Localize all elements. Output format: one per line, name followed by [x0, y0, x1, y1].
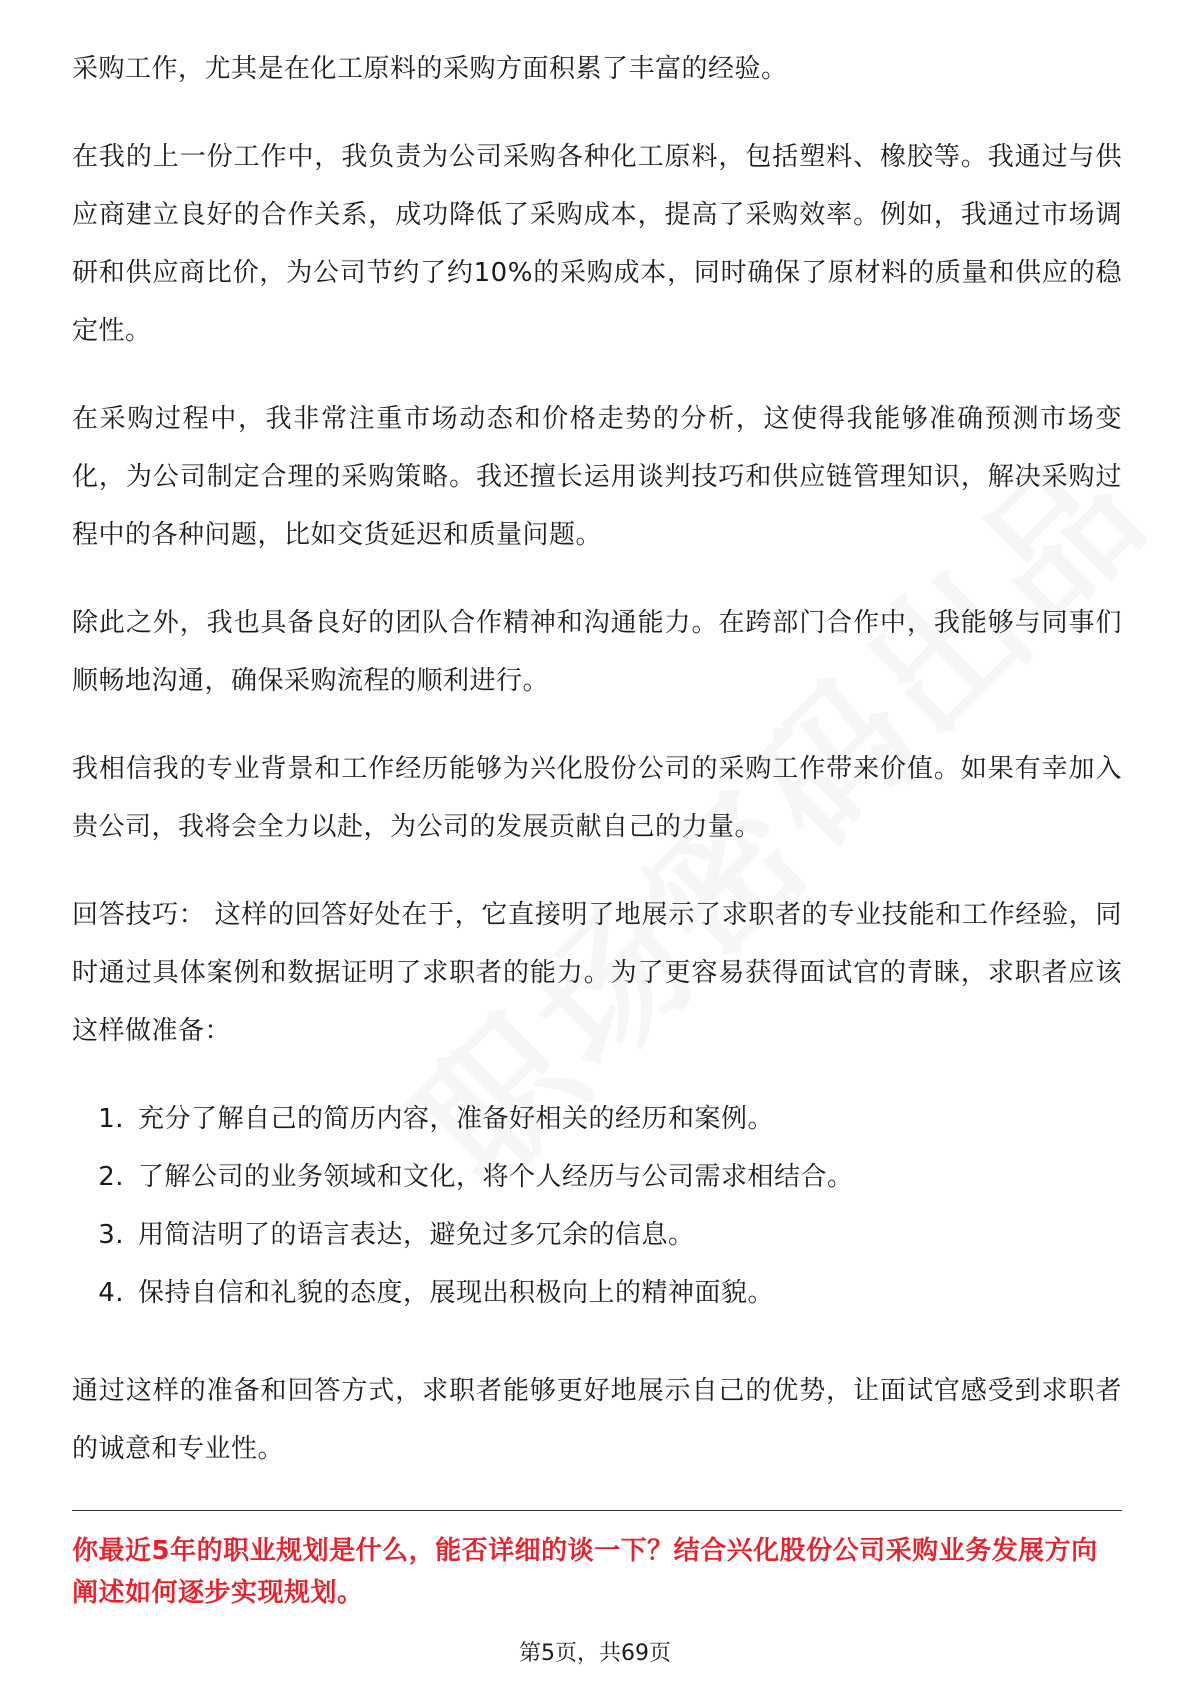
document-body: [72, 40, 1122, 1508]
page-number: 第5页，共69页: [519, 1641, 671, 1666]
list-item-text: 用简洁明了的语言表达，避免过多冗余的信息。: [138, 1220, 695, 1250]
paragraph-previous-job: 在我的上一份工作中，我负责为公司采购各种化工原料，包括塑料、橡胶等。我通过与供应商建立良好的合作关系，成功降低了采购成本，提高了采购效率。例如，我通过市场调研和供应商比价，为公司节约了约10%的采购成本，同时确保了原材料的质量和供应的稳定性。: [72, 142, 1122, 346]
list-item: [72, 1148, 1122, 1206]
list-item-text: 保持自信和礼貌的态度，展现出积极向上的精神面貌。: [138, 1278, 775, 1308]
section-divider: [72, 1510, 1122, 1511]
paragraph-intro: 采购工作，尤其是在化工原料的采购方面积累了丰富的经验。: [72, 54, 788, 84]
list-item-number: 2.: [98, 1162, 124, 1192]
list-item-number: 4.: [98, 1278, 124, 1308]
paragraph-answer-tips: 回答技巧： 这样的回答好处在于，它直接明了地展示了求职者的专业技能和工作经验，同时通过具体案例和数据证明了求职者的能力。为了更容易获得面试官的青睐，求职者应该这样做准备：: [72, 900, 1122, 1046]
paragraph-closing: 通过这样的准备和回答方式，求职者能够更好地展示自己的优势，让面试官感受到求职者的诚意和专业性。: [72, 1376, 1122, 1464]
next-question-heading: 你最近5年的职业规划是什么，能否详细的谈一下？结合兴化股份公司采购业务发展方向阐述如何逐步实现规划。: [72, 1536, 1098, 1608]
paragraph-market-analysis: 在采购过程中，我非常注重市场动态和价格走势的分析，这使得我能够准确预测市场变化，为公司制定合理的采购策略。我还擅长运用谈判技巧和供应链管理知识，解决采购过程中的各种问题，比如交货延迟和质量问题。: [72, 404, 1122, 550]
list-item-number: 3.: [98, 1220, 124, 1250]
list-item: [72, 1090, 1122, 1148]
list-item-text: 充分了解自己的简历内容，准备好相关的经历和案例。: [138, 1104, 775, 1134]
list-item-text: 了解公司的业务领域和文化，将个人经历与公司需求相结合。: [138, 1162, 854, 1192]
list-item: [72, 1206, 1122, 1264]
tips-list: [72, 1090, 1122, 1322]
paragraph-teamwork: 除此之外，我也具备良好的团队合作精神和沟通能力。在跨部门合作中，我能够与同事们顺畅地沟通，确保采购流程的顺利进行。: [72, 608, 1122, 696]
list-item-number: 1.: [98, 1104, 124, 1134]
paragraph-motivation: 我相信我的专业背景和工作经历能够为兴化股份公司的采购工作带来价值。如果有幸加入贵公司，我将会全力以赴，为公司的发展贡献自己的力量。: [72, 754, 1122, 842]
list-item: [72, 1264, 1122, 1322]
